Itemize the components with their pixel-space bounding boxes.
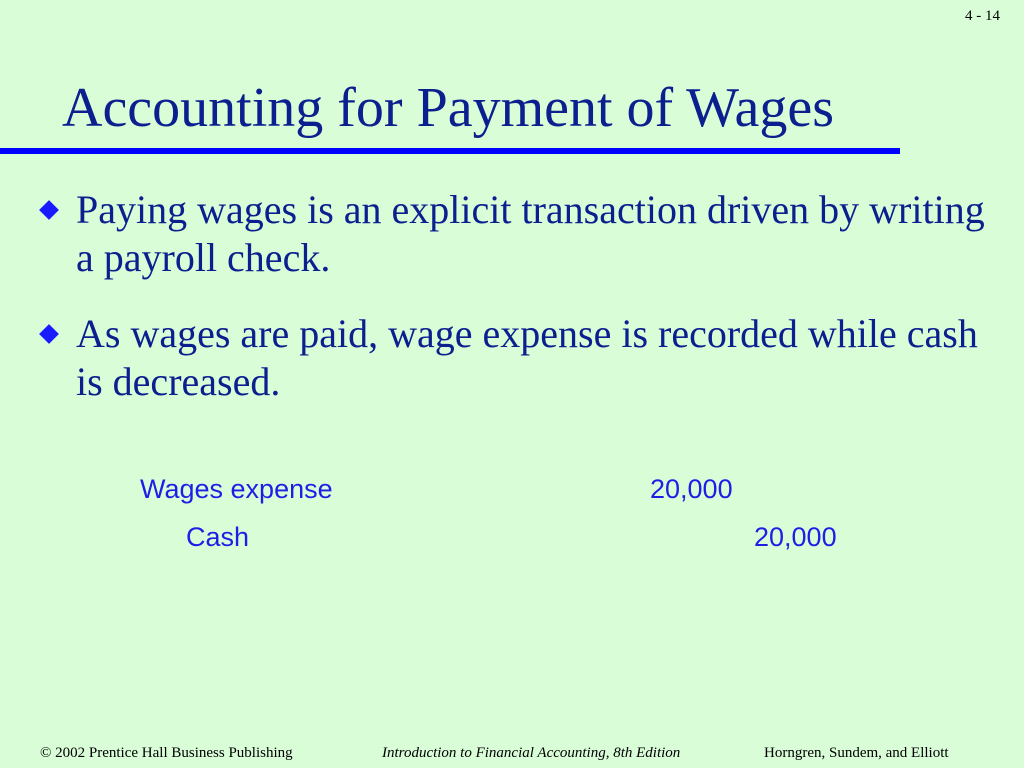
journal-credit-account: Cash bbox=[186, 522, 250, 552]
bullet-item-wage-expense bbox=[40, 310, 1000, 406]
diamond-bullet-icon bbox=[39, 200, 59, 220]
journal-debit-amount: 20,000 bbox=[650, 474, 733, 504]
footer-copyright: © 2002 Prentice Hall Business Publishing bbox=[40, 745, 293, 761]
bullet-text: Paying wages is an explicit transaction driven by writing a payroll check. bbox=[76, 187, 985, 280]
bullet-list bbox=[40, 186, 1000, 434]
footer-book-title: Introduction to Financial Accounting, 8th Edition bbox=[382, 745, 681, 761]
slide-number: 4 - 14 bbox=[965, 8, 1000, 24]
journal-credit-amount: 20,000 bbox=[754, 522, 837, 552]
bullet-text: As wages are paid, wage expense is recorded while cash is decreased. bbox=[76, 311, 978, 404]
bullet-item-paying-wages bbox=[40, 186, 1000, 282]
footer-authors: Horngren, Sundem, and Elliott bbox=[764, 745, 949, 761]
slide-title: Accounting for Payment of Wages bbox=[62, 77, 835, 139]
diamond-bullet-icon bbox=[39, 324, 59, 344]
journal-debit-account: Wages expense bbox=[140, 474, 333, 504]
title-underline-rule bbox=[0, 148, 900, 154]
